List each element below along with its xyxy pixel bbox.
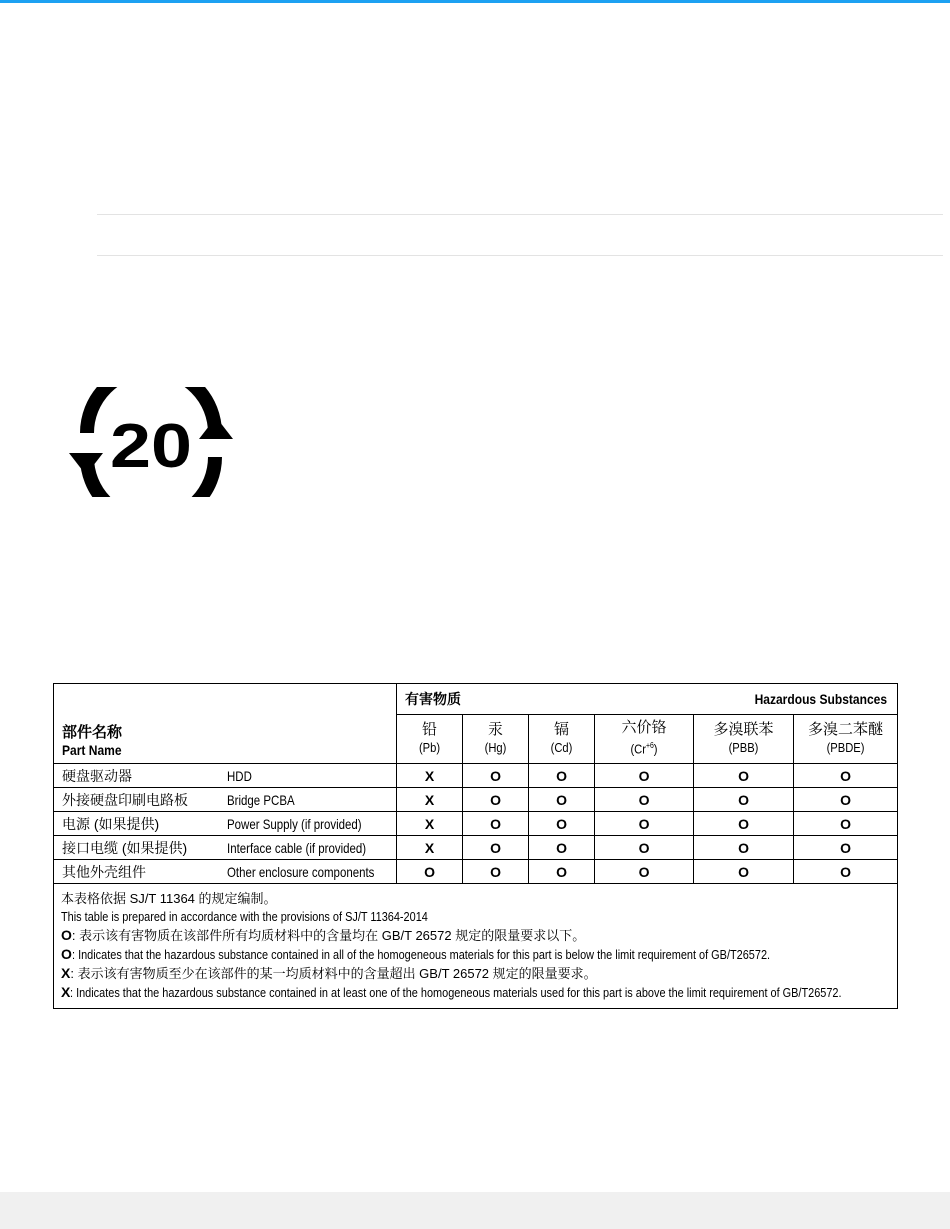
table-row — [54, 860, 898, 884]
mark-cell: O — [794, 764, 898, 788]
note-prefix: O — [61, 946, 72, 962]
part-name-header-cn: 部件名称 — [62, 724, 123, 741]
note-prefix: O — [61, 927, 72, 943]
divider-top — [97, 214, 943, 215]
part-name-en-text: Interface cable (if provided) — [226, 839, 366, 856]
substance-symbol: (Pb) — [418, 740, 441, 755]
part-name-cn: 接口电缆 (如果提供) — [54, 836, 227, 860]
note-text: 本表格依据 SJ/T 11364 的规定编制。 — [61, 891, 277, 906]
substance-symbol: (Hg) — [484, 740, 507, 755]
table-header-row — [54, 684, 898, 715]
mark-cell: O — [529, 836, 595, 860]
divider-bottom — [97, 255, 943, 256]
mark-cell: O — [595, 764, 694, 788]
mark-cell: O — [595, 860, 694, 884]
hazardous-substances-header — [397, 684, 898, 715]
part-name-header-en: Part Name — [62, 742, 122, 758]
substance-name-cn: 铅 — [422, 721, 438, 738]
top-accent-bar — [0, 0, 950, 3]
mark-cell: O — [529, 812, 595, 836]
mark-cell: O — [463, 764, 529, 788]
substance-symbol-cr6 — [602, 737, 686, 758]
table-row — [54, 812, 898, 836]
mark-cell: O — [694, 860, 794, 884]
substance-symbol-close: ) — [653, 741, 658, 757]
mark-cell: O — [463, 812, 529, 836]
part-name-en — [227, 764, 397, 788]
note-text: This table is prepared in accordance with the provisions of SJ/T 11364-2014 — [61, 909, 428, 924]
note-prefix: X — [61, 984, 71, 1000]
mark-cell: O — [794, 788, 898, 812]
mark-cell: O — [463, 788, 529, 812]
substance-name-cn: 六价铬 — [621, 719, 667, 737]
substance-header-hg — [463, 715, 529, 764]
table-notes — [54, 884, 898, 1009]
substance-header-pbde — [794, 715, 898, 764]
part-name-en-text: Other enclosure components — [226, 863, 374, 880]
note-text: : Indicates that the hazardous substance contained in at least one of the homogeneous materials used for this part is above the limit requirement of GB/T26572. — [70, 985, 842, 1000]
note-line — [61, 908, 889, 926]
part-name-cn: 外接硬盘印刷电路板 — [54, 788, 227, 812]
note-line — [61, 964, 889, 983]
substance-name-cn: 多溴联苯 — [713, 721, 774, 738]
part-name-en — [227, 812, 397, 836]
mark-cell: O — [794, 860, 898, 884]
part-name-en-text: Power Supply (if provided) — [226, 815, 362, 832]
substance-symbol: (PBB) — [728, 740, 759, 755]
part-name-cn: 硬盘驱动器 — [54, 764, 227, 788]
mark-cell: X — [397, 812, 463, 836]
part-name-en-text: HDD — [226, 767, 252, 784]
mark-cell: O — [463, 836, 529, 860]
part-name-en — [227, 788, 397, 812]
mark-cell: X — [397, 788, 463, 812]
table-row — [54, 764, 898, 788]
part-name-cn: 其他外壳组件 — [54, 860, 227, 884]
part-name-cn: 电源 (如果提供) — [54, 812, 227, 836]
substance-header-cr6 — [595, 715, 694, 764]
mark-cell: O — [595, 812, 694, 836]
note-line — [61, 983, 889, 1002]
substance-header-pbb — [694, 715, 794, 764]
substance-symbol: (Cd) — [550, 740, 573, 755]
substance-name-cn: 汞 — [488, 721, 504, 738]
note-prefix: X — [61, 965, 71, 981]
mark-cell: O — [694, 764, 794, 788]
mark-cell: O — [794, 836, 898, 860]
substance-name-cn: 镉 — [554, 721, 570, 738]
mark-cell: X — [397, 836, 463, 860]
note-line — [61, 945, 889, 964]
part-name-header — [54, 684, 397, 764]
mark-cell: O — [529, 788, 595, 812]
hazardous-header-cn: 有害物质 — [405, 691, 462, 707]
substance-header-cd — [529, 715, 595, 764]
substance-symbol: (Cr — [630, 741, 646, 757]
mark-cell: O — [463, 860, 529, 884]
mark-cell: O — [397, 860, 463, 884]
mark-cell: O — [794, 812, 898, 836]
hazardous-substances-table — [53, 683, 898, 1009]
notes-row — [54, 884, 898, 1009]
footer-band — [0, 1192, 950, 1229]
mark-cell: O — [529, 764, 595, 788]
mark-cell: O — [595, 788, 694, 812]
note-line — [61, 926, 889, 945]
substance-symbol: (PBDE) — [826, 740, 865, 755]
note-text: : Indicates that the hazardous substance contained in all of the homogeneous materials for this part is below the limit requirement of GB/T26572. — [71, 947, 770, 962]
part-name-en — [227, 836, 397, 860]
note-line — [61, 890, 889, 908]
substance-superscript: +6 — [645, 741, 654, 751]
table-row — [54, 788, 898, 812]
mark-cell: O — [694, 836, 794, 860]
mark-cell: O — [595, 836, 694, 860]
mark-cell: X — [397, 764, 463, 788]
efup-20-logo — [67, 387, 235, 497]
part-name-en — [227, 860, 397, 884]
logo-number: 20 — [110, 412, 192, 481]
note-text: : 表示该有害物质至少在该部件的某一均质材料中的含量超出 GB/T 26572 规定的限量要求。 — [70, 966, 597, 981]
table-row — [54, 836, 898, 860]
note-text: : 表示该有害物质在该部件所有均质材料中的含量均在 GB/T 26572 规定的限量要求以下。 — [71, 928, 586, 943]
mark-cell: O — [529, 860, 595, 884]
part-name-en-text: Bridge PCBA — [226, 791, 295, 808]
substance-name-cn: 多溴二苯醚 — [808, 721, 884, 738]
mark-cell: O — [694, 812, 794, 836]
substance-header-pb — [397, 715, 463, 764]
hazardous-header-en: Hazardous Substances — [754, 691, 888, 707]
mark-cell: O — [694, 788, 794, 812]
